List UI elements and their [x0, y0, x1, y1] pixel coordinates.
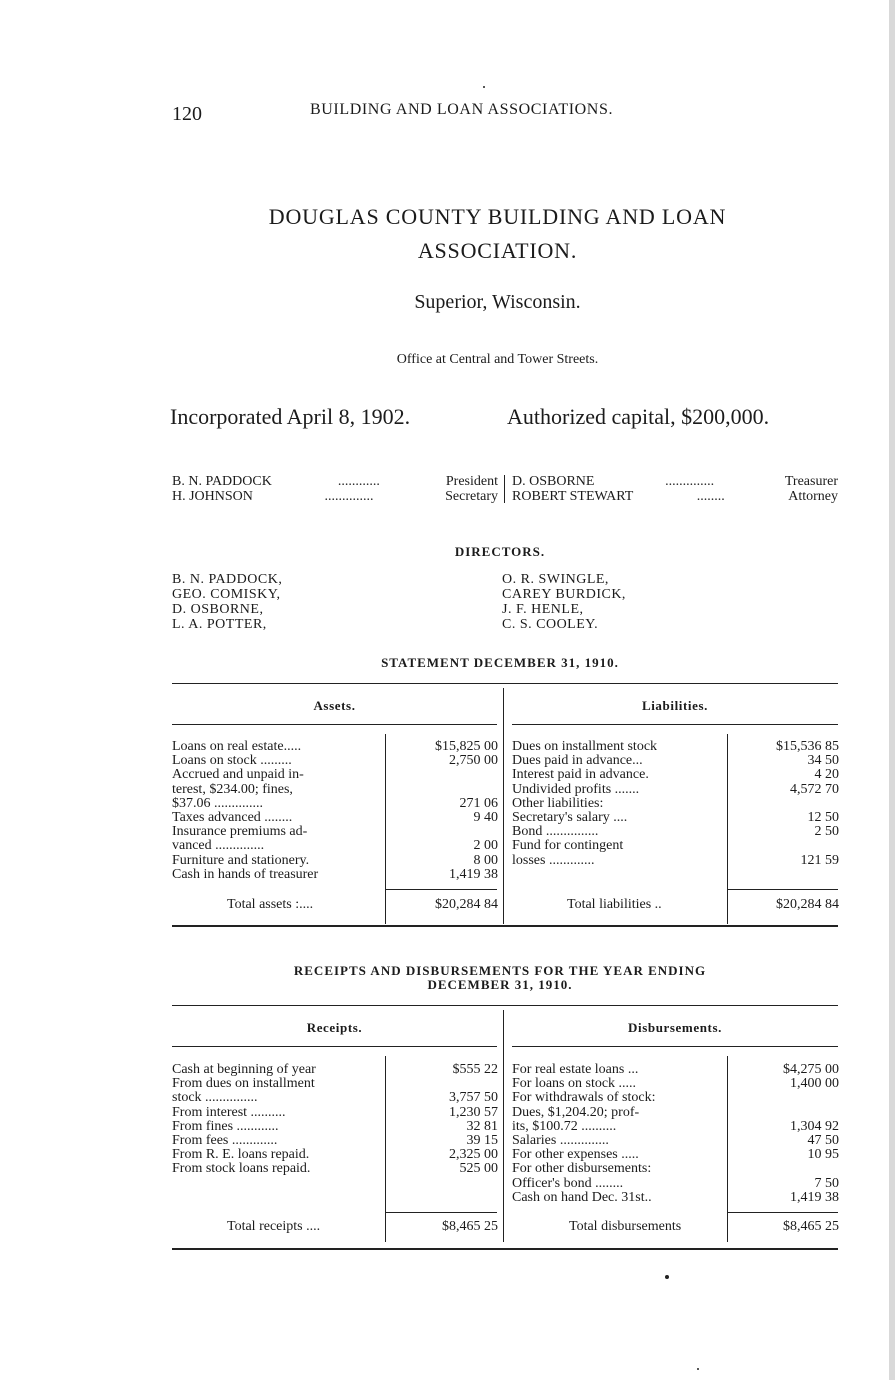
disbursement-label: Cash on hand Dec. 31st..: [512, 1190, 652, 1205]
director-name: L. A. POTTER,: [172, 617, 267, 632]
total-liabilities-label: Total liabilities ..: [567, 897, 662, 912]
receipts-heading: [0, 964, 895, 992]
officers-divider: [504, 475, 505, 503]
liability-amount: 4 20: [814, 768, 839, 783]
officer-row: [512, 474, 838, 489]
receipt-amount: 32 81: [466, 1119, 498, 1134]
officer-row: [172, 489, 498, 504]
disbursements-total-rule: [727, 1212, 838, 1213]
office-address: Office at Central and Tower Streets.: [396, 352, 599, 367]
liability-amount: 2 50: [814, 825, 839, 840]
speck: [697, 1368, 699, 1370]
disbursement-label: For real estate loans ...: [512, 1063, 639, 1077]
directors-left: [172, 572, 282, 632]
disbursement-amount: [732, 1091, 839, 1105]
asset-label: Accrued and unpaid in-: [172, 768, 304, 783]
total-liabilities-value: $20,284 84: [776, 897, 839, 912]
asset-amount: 9 40: [473, 810, 498, 825]
liability-amount: [732, 868, 839, 882]
disbursement-amount: 47 50: [807, 1133, 839, 1148]
liability-label: losses .............: [512, 853, 595, 868]
director-name: C. S. COOLEY.: [502, 617, 599, 632]
directors-heading: DIRECTORS.: [454, 544, 546, 559]
liability-amounts: [732, 740, 839, 882]
liability-amount: 121 59: [800, 853, 839, 868]
receipt-label: stock ...............: [172, 1091, 258, 1106]
asset-amount: [390, 783, 498, 797]
disbursement-labels: [512, 1063, 724, 1205]
receipt-label: From stock loans repaid.: [172, 1162, 311, 1177]
liability-amount: [732, 797, 839, 811]
disbursement-amount: 7 50: [814, 1176, 839, 1191]
table-top-rule: [172, 1005, 838, 1006]
table-top-rule: [172, 683, 838, 684]
asset-amount: 2 00: [473, 839, 498, 854]
officer-name: ROBERT STEWART: [512, 489, 634, 504]
association-title-line1: DOUGLAS COUNTY BUILDING AND LOAN: [268, 204, 727, 229]
liability-label: Other liabilities:: [512, 796, 604, 811]
officer-row: [512, 489, 838, 504]
directors-right: [502, 572, 626, 632]
assets-title: Assets.: [313, 698, 356, 713]
liability-label: Interest paid in advance.: [512, 768, 649, 783]
asset-label: Insurance premiums ad-: [172, 825, 308, 840]
receipts-title-rule: [172, 1046, 497, 1047]
asset-amounts: [390, 740, 498, 882]
location: Superior, Wisconsin.: [414, 291, 581, 313]
table-vertical-rule: [503, 688, 504, 924]
asset-label: Loans on real estate.....: [172, 740, 302, 754]
asset-label: terest, $234.00; fines,: [172, 782, 293, 797]
disbursement-amount: [732, 1106, 839, 1120]
asset-amount: [390, 825, 498, 839]
receipt-amount: 39 15: [466, 1133, 498, 1148]
total-assets-label: Total assets :....: [227, 897, 314, 912]
assets-total-rule: [385, 889, 497, 890]
disbursements-title: Disbursements.: [628, 1020, 722, 1035]
officer-name: B. N. PADDOCK: [172, 474, 272, 489]
assets-amount-rule: [385, 734, 386, 924]
receipt-label: From dues on installment: [172, 1077, 315, 1092]
authorized-capital: Authorized capital, $200,000.: [507, 404, 770, 429]
page-number: 120: [172, 103, 202, 125]
officer-title: Treasurer: [784, 474, 838, 489]
receipt-amount: 2,325 00: [449, 1148, 498, 1163]
asset-label: Taxes advanced ........: [172, 810, 293, 825]
disbursement-amounts: [732, 1063, 839, 1205]
receipts-heading-line1: RECEIPTS AND DISBURSEMENTS FOR THE YEAR ENDING: [293, 963, 707, 978]
officers-left: [172, 474, 498, 504]
officer-name: H. JOHNSON: [172, 489, 253, 504]
receipt-amount: $555 22: [452, 1063, 498, 1077]
liabilities-title-rule: [512, 724, 838, 725]
liability-label: Dues on installment stock: [512, 740, 658, 754]
disbursement-amount: $4,275 00: [783, 1063, 839, 1077]
director-name: D. OSBORNE,: [172, 602, 264, 617]
table-bottom-rule: [172, 1248, 838, 1250]
association-title-line2: ASSOCIATION.: [417, 238, 578, 263]
disbursement-label: its, $100.72 ..........: [512, 1119, 617, 1134]
receipt-label: From fines ............: [172, 1119, 279, 1134]
liability-amount: 12 50: [807, 810, 839, 825]
asset-label: Cash in hands of treasurer: [172, 867, 319, 882]
table-bottom-rule: [172, 925, 838, 927]
asset-label: Furniture and stationery.: [172, 853, 310, 868]
officer-title: Attorney: [788, 489, 838, 504]
liabilities-total-rule: [727, 889, 838, 890]
asset-amount: 2,750 00: [449, 754, 498, 769]
director-name: GEO. COMISKY,: [172, 587, 281, 602]
officer-title: Secretary: [445, 489, 498, 504]
officer-name: D. OSBORNE: [512, 474, 595, 489]
disbursement-label: For other disbursements:: [512, 1162, 652, 1177]
incorporation-date: Incorporated April 8, 1902.: [170, 404, 411, 429]
disbursement-amount: 10 95: [807, 1148, 839, 1163]
total-disbursements-label: Total disbursements: [569, 1219, 682, 1234]
officer-dots: ..............: [324, 489, 374, 504]
disbursements-title-rule: [512, 1046, 838, 1047]
liability-label: Undivided profits .......: [512, 782, 640, 797]
asset-amount: 1,419 38: [449, 867, 498, 882]
total-assets-value: $20,284 84: [435, 897, 498, 912]
receipts-title: Receipts.: [306, 1020, 363, 1035]
asset-amount: 8 00: [473, 853, 498, 868]
liabilities-title: Liabilities.: [641, 698, 709, 713]
disbursement-label: Officer's bond ........: [512, 1176, 624, 1191]
total-receipts-value: $8,465 25: [442, 1219, 498, 1234]
receipt-amount: 1,230 57: [449, 1105, 498, 1120]
director-name: J. F. HENLE,: [502, 602, 584, 617]
director-name: CAREY BURDICK,: [502, 587, 626, 602]
officer-row: [172, 474, 498, 489]
receipts-heading-line2: DECEMBER 31, 1910.: [427, 977, 573, 992]
officer-dots: ............: [337, 474, 380, 489]
asset-amount: 271 06: [459, 796, 498, 811]
director-name: B. N. PADDOCK,: [172, 572, 283, 587]
receipt-amount: 3,757 50: [449, 1091, 498, 1106]
receipts-amount-rule: [385, 1056, 386, 1242]
asset-amount: [390, 768, 498, 782]
disbursement-amount: 1,400 00: [790, 1077, 839, 1092]
disbursement-amount: 1,304 92: [790, 1119, 839, 1134]
assets-title-rule: [172, 724, 497, 725]
table-vertical-rule: [503, 1010, 504, 1242]
receipt-label: Cash at beginning of year: [172, 1063, 316, 1077]
receipt-label: From R. E. loans repaid.: [172, 1148, 310, 1163]
liability-label: Fund for contingent: [512, 839, 624, 854]
liability-amount: $15,536 85: [776, 740, 839, 754]
disbursement-amount: [732, 1162, 839, 1176]
disbursement-label: For loans on stock .....: [512, 1077, 637, 1092]
liability-label: Dues paid in advance...: [512, 754, 643, 769]
disbursement-label: Dues, $1,204.20; prof-: [512, 1105, 640, 1120]
receipts-total-rule: [385, 1212, 497, 1213]
total-receipts-label: Total receipts ....: [227, 1219, 321, 1234]
receipt-label: From interest ..........: [172, 1105, 286, 1120]
liability-amount: 4,572 70: [790, 782, 839, 797]
liability-amount: [732, 839, 839, 853]
asset-amount: $15,825 00: [435, 740, 498, 754]
director-name: O. R. SWINGLE,: [502, 572, 609, 587]
running-title: BUILDING AND LOAN ASSOCIATIONS.: [310, 101, 614, 118]
speck: [483, 86, 485, 88]
receipt-amounts: [390, 1063, 498, 1177]
speck: [665, 1275, 669, 1279]
officer-dots: ..............: [665, 474, 715, 489]
officer-dots: ........: [696, 489, 725, 504]
statement-heading: STATEMENT DECEMBER 31, 1910.: [381, 655, 619, 670]
asset-label: $37.06 ..............: [172, 796, 263, 811]
liability-label: Secretary's salary ....: [512, 810, 628, 825]
disbursement-label: For withdrawals of stock:: [512, 1091, 656, 1106]
total-disbursements-value: $8,465 25: [783, 1219, 839, 1234]
disbursement-label: For other expenses .....: [512, 1148, 639, 1163]
asset-labels: [172, 740, 382, 882]
officer-title: President: [445, 474, 498, 489]
liabilities-amount-rule: [727, 734, 728, 924]
disbursement-label: Salaries ..............: [512, 1133, 609, 1148]
liability-amount: 34 50: [807, 754, 839, 769]
asset-label: Loans on stock .........: [172, 754, 292, 769]
asset-label: vanced ..............: [172, 839, 265, 854]
receipt-amount: [390, 1077, 498, 1091]
disbursements-amount-rule: [727, 1056, 728, 1242]
liability-labels: [512, 740, 724, 882]
officers-right: [512, 474, 838, 504]
disbursement-amount: 1,419 38: [790, 1190, 839, 1205]
receipt-label: From fees .............: [172, 1133, 278, 1148]
liability-label: [512, 868, 724, 882]
receipt-labels: [172, 1063, 382, 1177]
receipt-amount: 525 00: [459, 1162, 498, 1177]
liability-label: Bond ...............: [512, 825, 599, 840]
